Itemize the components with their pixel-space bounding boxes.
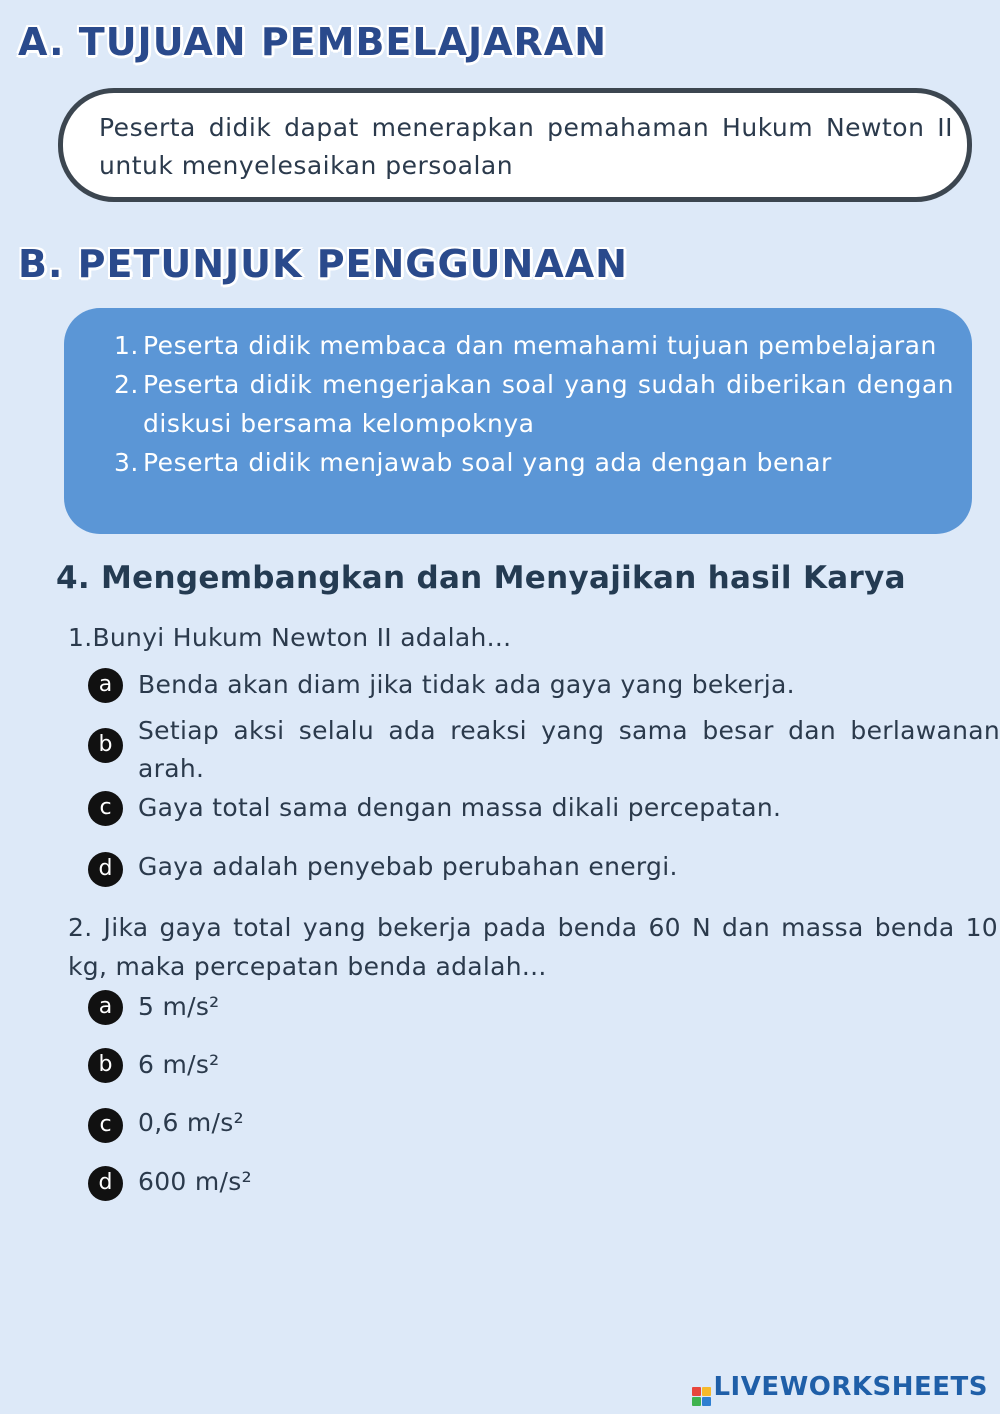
learning-goal-text: Peserta didik dapat menerapkan pemahaman Hukum Newton II untuk menyelesaikan persoalan bbox=[99, 113, 953, 180]
logo-square bbox=[702, 1397, 711, 1406]
option-text: 0,6 m/s² bbox=[138, 1108, 244, 1137]
liveworksheets-logo-icon bbox=[692, 1387, 711, 1406]
instructions-box bbox=[64, 308, 972, 534]
instruction-item bbox=[114, 443, 954, 482]
instruction-item bbox=[114, 326, 954, 365]
question-1-text: 1.Bunyi Hukum Newton II adalah... bbox=[68, 623, 512, 652]
instruction-text: Peserta didik membaca dan memahami tujuan pembelajaran bbox=[143, 331, 937, 360]
option-text: 5 m/s² bbox=[138, 992, 220, 1021]
instruction-number: 1. bbox=[114, 331, 139, 360]
option-letter-badge: d bbox=[88, 852, 123, 887]
option-text: Benda akan diam jika tidak ada gaya yang bekerja. bbox=[138, 670, 795, 699]
option-letter-badge: b bbox=[88, 1048, 123, 1083]
section-a-title: A. TUJUAN PEMBELAJARAN bbox=[18, 20, 608, 64]
option-letter-badge: b bbox=[88, 728, 123, 763]
instruction-text: Peserta didik menjawab soal yang ada dengan benar bbox=[143, 448, 832, 477]
option-text: Gaya adalah penyebab perubahan energi. bbox=[138, 852, 678, 881]
logo-text: LIVEWORKSHEETS bbox=[713, 1372, 988, 1402]
logo-square bbox=[692, 1387, 701, 1396]
learning-goal-box bbox=[58, 88, 972, 202]
option-letter-badge: c bbox=[88, 791, 123, 826]
instruction-number: 2. bbox=[114, 370, 139, 399]
option-text: 6 m/s² bbox=[138, 1050, 220, 1079]
section-4-title: 4. Mengembangkan dan Menyajikan hasil Karya bbox=[56, 560, 906, 596]
option-letter-badge: a bbox=[88, 668, 123, 703]
option-letter-badge: c bbox=[88, 1108, 123, 1143]
option-letter-badge: a bbox=[88, 990, 123, 1025]
logo-square bbox=[692, 1397, 701, 1406]
option-text: Setiap aksi selalu ada reaksi yang sama besar dan berlawanan arah. bbox=[138, 716, 1000, 783]
option-text: Gaya total sama dengan massa dikali percepatan. bbox=[138, 793, 782, 822]
instruction-text: Peserta didik mengerjakan soal yang sudah diberikan dengan diskusi bersama kelompoknya bbox=[143, 370, 954, 438]
logo-square bbox=[702, 1387, 711, 1396]
instructions-list bbox=[114, 326, 954, 482]
instruction-number: 3. bbox=[114, 448, 139, 477]
instruction-item bbox=[114, 365, 954, 443]
question-2-text: 2. Jika gaya total yang bekerja pada benda 60 N dan massa benda 10 kg, maka percepatan benda adalah... bbox=[68, 913, 998, 981]
option-letter-badge: d bbox=[88, 1166, 123, 1201]
section-b-title: B. PETUNJUK PENGGUNAAN bbox=[18, 242, 628, 286]
liveworksheets-logo bbox=[692, 1372, 988, 1406]
option-text: 600 m/s² bbox=[138, 1167, 252, 1196]
